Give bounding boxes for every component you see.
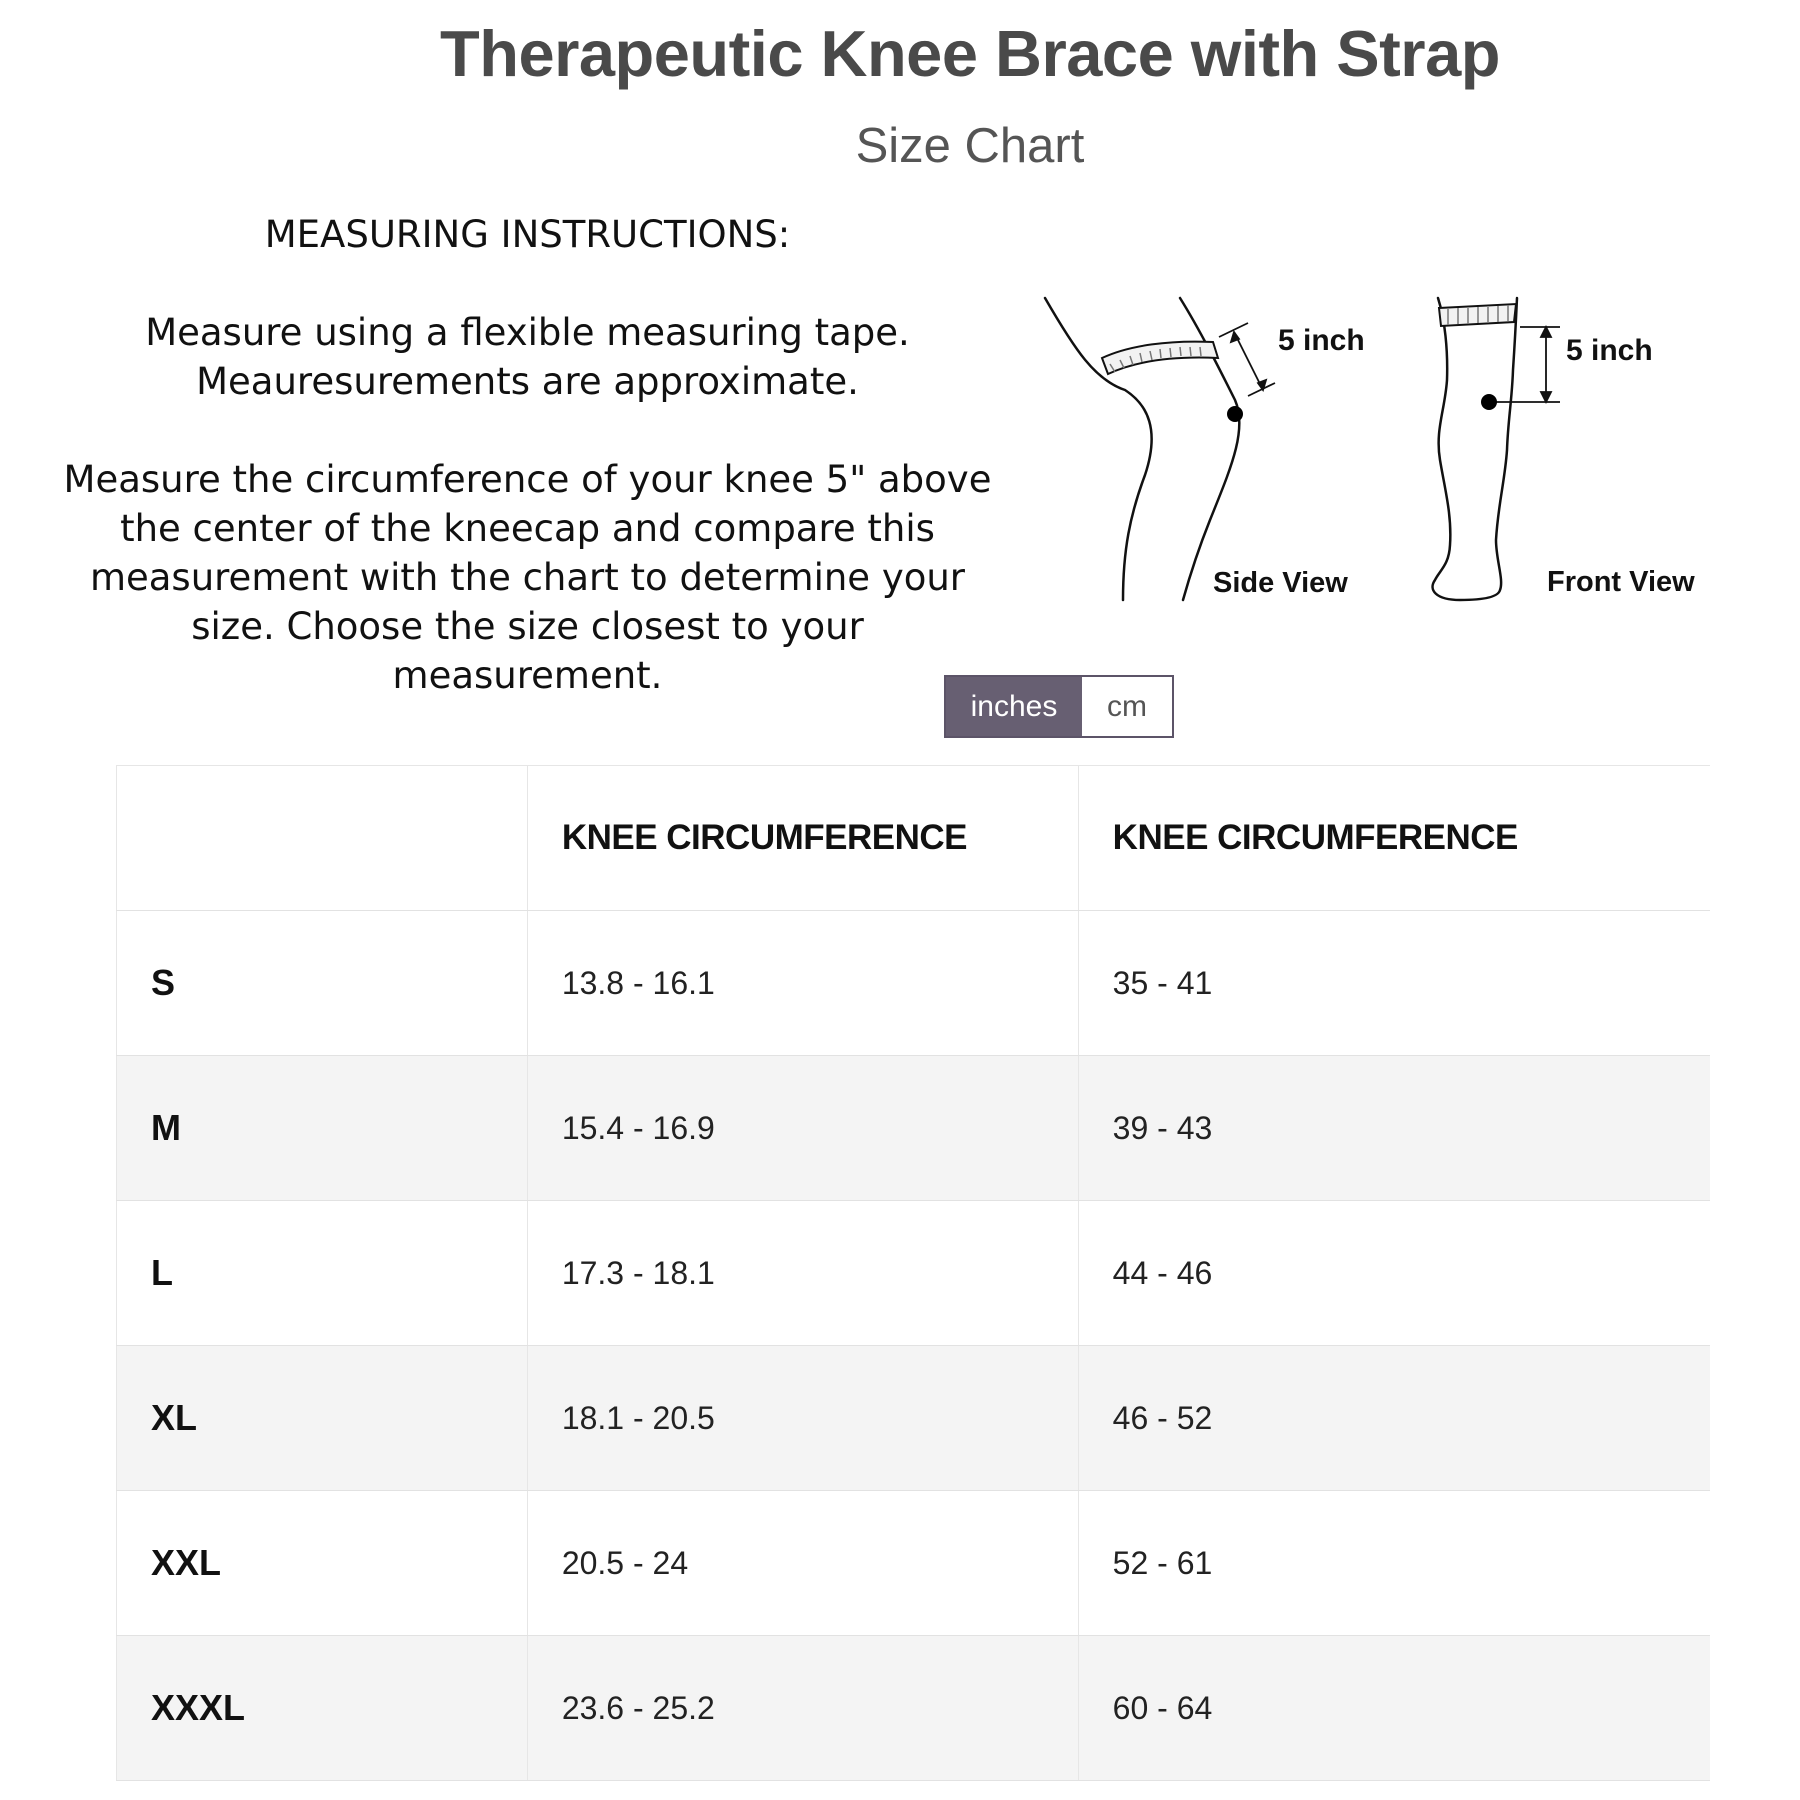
cm-cell: 39 - 43 bbox=[1078, 1056, 1710, 1201]
front-measure-arrow bbox=[1490, 327, 1560, 402]
inches-cell: 15.4 - 16.9 bbox=[527, 1056, 1078, 1201]
page-title: Therapeutic Knee Brace with Strap bbox=[440, 17, 1500, 90]
cm-cell: 35 - 41 bbox=[1078, 911, 1710, 1056]
front-view-label: Front View bbox=[1547, 566, 1695, 598]
front-view-leg-drawing bbox=[1433, 298, 1517, 600]
table-header-row bbox=[117, 766, 1711, 911]
unit-inches-button[interactable]: inches bbox=[946, 677, 1082, 736]
front-view-strap bbox=[1439, 304, 1516, 326]
page-subtitle: Size Chart bbox=[855, 119, 1085, 173]
size-cell: S bbox=[117, 911, 528, 1056]
cm-cell: 52 - 61 bbox=[1078, 1491, 1710, 1636]
instructions-paragraph: Measure the circumference of your knee 5" above the center of the kneecap and compare this measurement with the chart to determine your size. Choose the size closest to your measurement. bbox=[63, 458, 992, 697]
inches-cell: 17.3 - 18.1 bbox=[527, 1201, 1078, 1346]
inches-cell: 23.6 - 25.2 bbox=[527, 1636, 1078, 1781]
side-view-label: Side View bbox=[1213, 567, 1348, 599]
front-measure-label: 5 inch bbox=[1566, 334, 1653, 367]
instructions-line-2: Meauresurements are approximate. bbox=[196, 360, 859, 403]
size-chart-table bbox=[116, 765, 1710, 1781]
size-cell: XXXL bbox=[117, 1636, 528, 1781]
header-knee-circumference-inches: KNEE CIRCUMFERENCE bbox=[527, 766, 1078, 911]
knee-diagram-illustration bbox=[1020, 290, 1720, 620]
front-kneecap-marker bbox=[1481, 394, 1497, 410]
inches-cell: 18.1 - 20.5 bbox=[527, 1346, 1078, 1491]
side-view-strap bbox=[1102, 342, 1218, 374]
table-row bbox=[117, 1636, 1711, 1781]
size-cell: L bbox=[117, 1201, 528, 1346]
unit-cm-button[interactable]: cm bbox=[1082, 677, 1172, 736]
table-row bbox=[117, 1491, 1711, 1636]
size-cell: M bbox=[117, 1056, 528, 1201]
cm-cell: 44 - 46 bbox=[1078, 1201, 1710, 1346]
header-knee-circumference-cm: KNEE CIRCUMFERENCE bbox=[1078, 766, 1710, 911]
measuring-instructions bbox=[60, 210, 995, 700]
size-cell: XL bbox=[117, 1346, 528, 1491]
side-kneecap-marker bbox=[1227, 406, 1243, 422]
table-row bbox=[117, 1346, 1711, 1491]
instructions-heading: MEASURING INSTRUCTIONS: bbox=[264, 213, 791, 256]
cm-cell: 60 - 64 bbox=[1078, 1636, 1710, 1781]
inches-cell: 20.5 - 24 bbox=[527, 1491, 1078, 1636]
unit-toggle bbox=[944, 675, 1174, 738]
inches-cell: 13.8 - 16.1 bbox=[527, 911, 1078, 1056]
table-row bbox=[117, 911, 1711, 1056]
header-size bbox=[117, 766, 528, 911]
table-row bbox=[117, 1201, 1711, 1346]
side-measure-label: 5 inch bbox=[1278, 324, 1365, 357]
instructions-line-1: Measure using a flexible measuring tape. bbox=[145, 311, 910, 354]
knee-measurement-diagram bbox=[1020, 290, 1720, 620]
cm-cell: 46 - 52 bbox=[1078, 1346, 1710, 1491]
table-row bbox=[117, 1056, 1711, 1201]
size-cell: XXL bbox=[117, 1491, 528, 1636]
